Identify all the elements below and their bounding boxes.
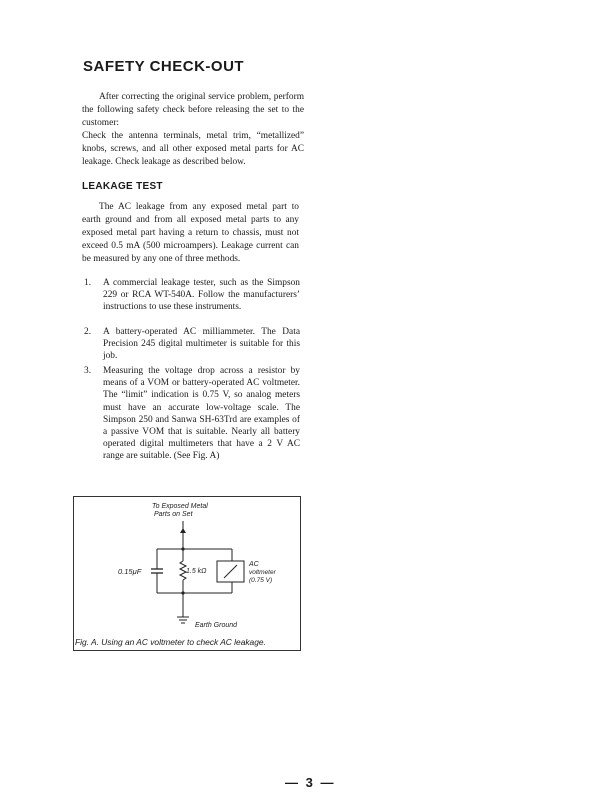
circuit-diagram (74, 497, 300, 650)
page-number: — 3 — (285, 775, 336, 790)
section-heading-leakage-test: LEAKAGE TEST (82, 181, 163, 192)
method-text: A battery-operated AC milliammeter. The Data Precision 245 digital multimeter is suitable for this job. (103, 327, 300, 362)
voltmeter-needle-icon (224, 565, 237, 578)
figure-a-circuit (73, 496, 301, 651)
ground-label: Earth Ground (195, 622, 238, 629)
resistor-label: 1.5 kΩ (186, 568, 207, 575)
method-text: Measuring the voltage drop across a resistor by means of a VOM or battery-operated AC voltmeter. The “limit” indication is 0.75 V, so analog meters must have an accurate low-voltage scale. The Simpson 250 and Sanwa SH-63Trd are examples of a passive VOM that is suitable. Nearly all battery operated digital multimeters that have a 2 V AC range are suitable. (See Fig. A) (103, 366, 300, 462)
method-number: 1. (84, 278, 92, 288)
intro-section (82, 91, 304, 169)
meter-label-line-2: voltmeter (249, 569, 276, 576)
top-label-line-2: Parts on Set (154, 511, 193, 518)
method-number: 3. (84, 366, 92, 376)
method-item-3 (82, 365, 300, 463)
page-title: SAFETY CHECK-OUT (83, 58, 245, 75)
arrow-icon (180, 528, 186, 533)
meter-label-line-3: (0.75 V) (249, 577, 273, 584)
method-item-2 (82, 326, 300, 363)
method-item-1 (82, 277, 300, 314)
method-number: 2. (84, 327, 92, 337)
figure-caption: Fig. A. Using an AC voltmeter to check AC leakage. (75, 637, 266, 647)
top-label-line-1: To Exposed Metal (152, 503, 208, 510)
method-text: A commercial leakage tester, such as the Simpson 229 or RCA WT-540A. Follow the manufacturers’ instructions to use these instruments. (103, 278, 300, 313)
capacitor-label: 0.15μF (118, 567, 142, 576)
leakage-test-paragraph: The AC leakage from any exposed metal part to earth ground and from all exposed metal parts to any exposed metal part having a return to chassis, must not exceed 0.5 mA (500 microampers). Leakage current can be measured by any one of three methods. (82, 202, 299, 264)
meter-label-line-1: AC (249, 561, 259, 568)
intro-paragraph: After correcting the original service problem, perform the following safety check before releasing the set to the customer: (82, 92, 304, 128)
intro-checklist-paragraph: Check the antenna terminals, metal trim, “metallized” knobs, screws, and all other exposed metal parts for AC leakage. Check leakage as described below. (82, 131, 304, 167)
